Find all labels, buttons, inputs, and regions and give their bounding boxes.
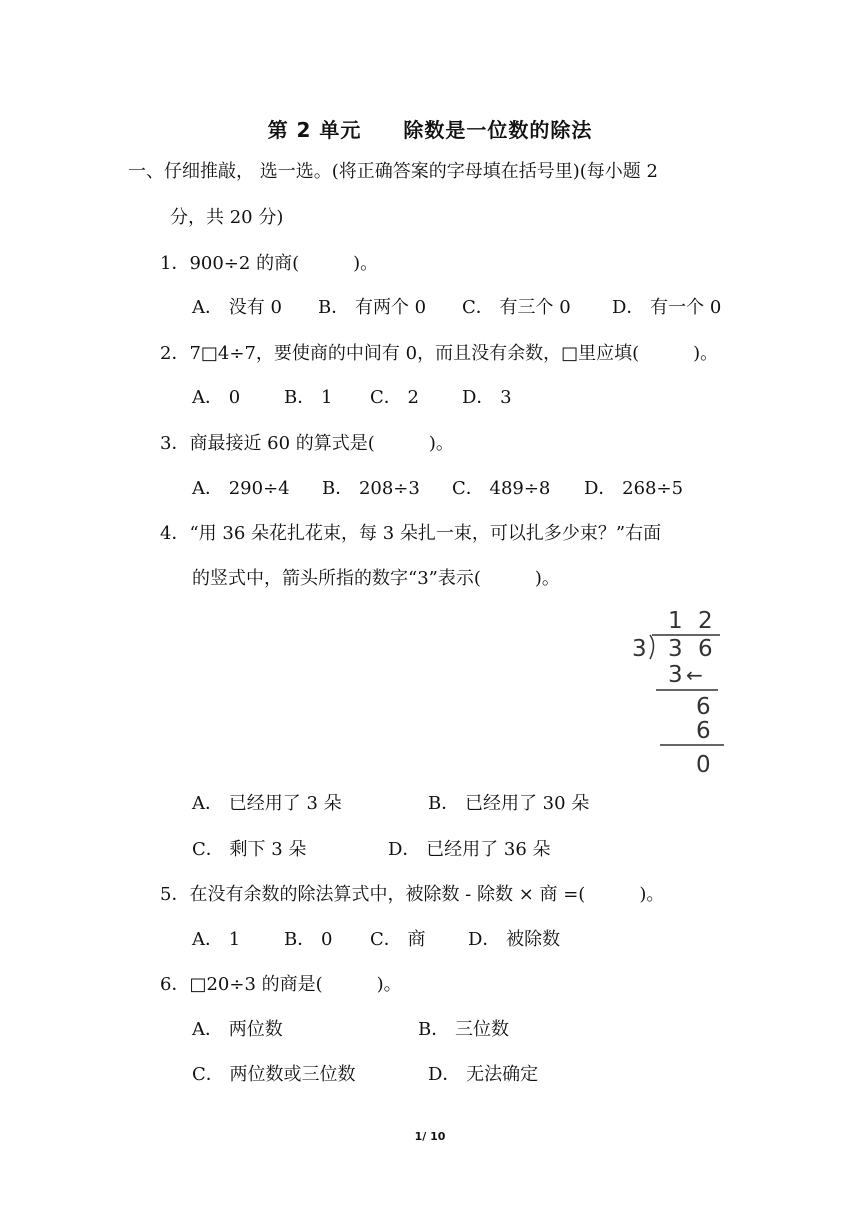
question-4-option-d: D． 已经用了 36 朵: [388, 839, 551, 860]
final-remainder: 0: [696, 752, 711, 778]
question-5-option-d: D． 被除数: [468, 929, 561, 950]
pointer-arrow-icon: ←: [686, 663, 703, 687]
quotient-digit-2: 2: [698, 608, 713, 634]
question-5-option-b: B． 0: [284, 929, 333, 950]
question-3-option-c: C． 489÷8: [452, 478, 551, 499]
divisor: 3: [632, 636, 647, 662]
dividend-digit-2: 6: [698, 636, 713, 662]
question-1-stem: 1．900÷2 的商( )。: [160, 253, 379, 274]
question-6-option-d: D． 无法确定: [428, 1064, 539, 1085]
section-heading-line-1: 一、仔细推敲， 选一选。(将正确答案的字母填在括号里)(每小题 2: [128, 161, 658, 182]
question-5-option-c: C． 商: [370, 929, 426, 950]
quotient-digit-1: 1: [668, 608, 683, 634]
dividend-digit-1: 3: [668, 636, 683, 662]
question-5-stem: 5．在没有余数的除法算式中，被除数 - 除数 × 商 =( )。: [160, 884, 665, 905]
question-6-option-c: C． 两位数或三位数: [192, 1064, 356, 1085]
question-6-option-a: A． 两位数: [192, 1019, 283, 1040]
question-4-option-c: C． 剩下 3 朵: [192, 839, 307, 860]
question-2-option-d: D． 3: [462, 387, 512, 408]
question-3-stem: 3．商最接近 60 的算式是( )。: [160, 433, 454, 454]
long-division-figure: [628, 604, 738, 784]
question-2-option-a: A． 0: [192, 387, 241, 408]
question-4-option-a: A． 已经用了 3 朵: [192, 793, 342, 814]
question-2-option-b: B． 1: [284, 387, 333, 408]
step1-subtraction-digit: 3: [668, 662, 683, 688]
question-1-option-c: C． 有三个 0: [462, 297, 571, 318]
question-1-option-d: D． 有一个 0: [612, 297, 722, 318]
question-6-stem: 6．□20÷3 的商是( )。: [160, 974, 402, 995]
division-bracket: [650, 635, 654, 659]
question-3-option-b: B． 208÷3: [322, 478, 420, 499]
question-1-option-b: B． 有两个 0: [318, 297, 427, 318]
question-6-option-b: B． 三位数: [418, 1019, 509, 1040]
question-2-option-c: C． 2: [370, 387, 419, 408]
question-2-stem: 2．7□4÷7，要使商的中间有 0，而且没有余数，□里应填( )。: [160, 343, 719, 364]
step2-subtraction: 6: [696, 718, 711, 744]
question-5-option-a: A． 1: [192, 929, 241, 950]
question-3-option-d: D． 268÷5: [584, 478, 684, 499]
question-4-option-b: B． 已经用了 30 朵: [428, 793, 590, 814]
question-3-option-a: A． 290÷4: [192, 478, 290, 499]
question-4-stem-line-2: 的竖式中，箭头所指的数字“3”表示( )。: [192, 568, 560, 589]
step2-remainder: 6: [696, 694, 711, 720]
question-1-option-a: A． 没有 0: [192, 297, 282, 318]
page-number: 1/ 10: [414, 1130, 446, 1143]
page-title: 第 2 单元 除数是一位数的除法: [267, 118, 593, 142]
section-heading-line-2: 分，共 20 分): [170, 207, 284, 228]
question-4-stem-line-1: 4．“用 36 朵花扎花束，每 3 朵扎一束，可以扎多少束？”右面: [160, 523, 662, 544]
